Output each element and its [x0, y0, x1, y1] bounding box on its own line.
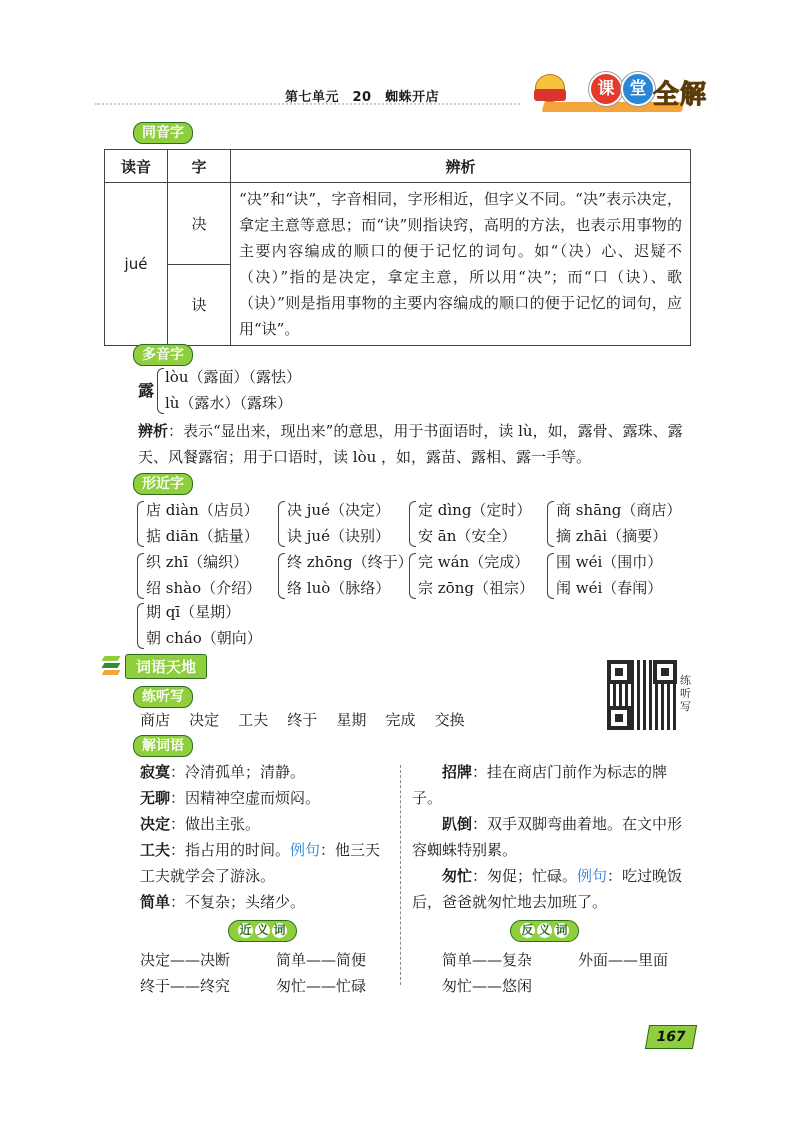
term-def: ：不复杂；头绪少。 — [170, 893, 306, 911]
similar-word: 决 jué（决定） — [287, 501, 390, 519]
synonym-tag — [228, 920, 297, 942]
similar-word: 定 dìng（定时） — [418, 501, 532, 519]
analysis-text: ：表示“显出来，现出来”的意思，用于书面语时，读 lù，如，露骨、露珠、露天、风餐露宿；用于口语时，读 lòu ，如，露苗、露相、露一手等。 — [138, 422, 683, 466]
similar-group — [287, 549, 413, 601]
synonym-item: 简单——简便 — [276, 951, 367, 969]
definition — [140, 785, 390, 811]
similar-word: 店 diàn（店员） — [146, 501, 259, 519]
tag-char: 词 — [273, 923, 286, 937]
logo-text: 全解 — [653, 80, 708, 110]
dictation-words — [140, 707, 465, 733]
logo-char-1: 课 — [589, 72, 623, 106]
similar-group — [146, 497, 259, 549]
similar-word: 闱 wéi（春闱） — [556, 579, 663, 597]
page-number: 167 — [645, 1025, 697, 1049]
polyphone-line-2: lù（露水）（露珠） — [165, 394, 292, 412]
qr-label: 练听写 — [680, 674, 691, 713]
definition — [412, 811, 692, 863]
term-def: ：匆促；忙碌。 — [472, 867, 578, 885]
similar-word: 诀 jué（诀别） — [287, 527, 390, 545]
dictation-word: 交换 — [434, 711, 465, 729]
similar-word: 宗 zōng（祖宗） — [418, 579, 534, 597]
term: 寂寞 — [140, 763, 171, 781]
column-divider — [400, 765, 401, 985]
tag-char: 反 — [521, 923, 534, 937]
dictation-word: 完成 — [385, 711, 416, 729]
similar-group — [418, 549, 534, 601]
bear-mascot-icon — [535, 74, 565, 102]
header-dotted-rule — [95, 103, 520, 105]
definition — [126, 837, 390, 889]
chapter-title: 第七单元 20 蜘蛛开店 — [285, 90, 440, 105]
term-def: ：双手双脚弯曲着地。在文中形容蜘蛛特别累。 — [412, 815, 683, 859]
similar-word: 期 qī（星期） — [146, 603, 241, 621]
definition — [412, 863, 692, 915]
term-def: ：挂在商店门前作为标志的牌子。 — [412, 763, 668, 807]
similar-word: 络 luò（脉络） — [287, 579, 391, 597]
antonym-item: 简单——复杂 — [442, 951, 533, 969]
dictation-word: 终于 — [287, 711, 318, 729]
antonym-tag — [510, 920, 579, 942]
synonym-item: 匆忙——忙碌 — [276, 977, 367, 995]
explain-cell: “决”和“诀”，字音相同，字形相近，但字义不同。“决”表示决定，拿定主意等意思；而“诀”则指诀窍，高明的方法，也表示用事物的主要内容编成的顺口的便于记忆的词句。如“（决）心、迟疑不（决）”指的是决定，拿定主意，所以用“决”；而“口（诀）、歌（诀）”则是指用事物的主要内容编成的顺口的便于记忆的词句，应用“诀”。 — [231, 183, 691, 346]
antonym-item: 匆忙——悠闲 — [442, 977, 533, 995]
logo-char-2: 堂 — [621, 72, 655, 106]
tag-char: 词 — [555, 923, 568, 937]
term: 招牌 — [442, 763, 473, 781]
similar-word: 安 ān（安全） — [418, 527, 517, 545]
polyphone-analysis — [138, 418, 694, 470]
term: 工夫 — [140, 841, 171, 859]
table-header-row — [105, 150, 691, 183]
similar-word: 摘 zhāi（摘要） — [556, 527, 668, 545]
similar-word: 围 wéi（围巾） — [556, 553, 663, 571]
header-reading: 读音 — [105, 150, 168, 183]
definitions-right — [412, 759, 692, 915]
similar-group — [287, 497, 390, 549]
header-explain: 辨析 — [231, 150, 691, 183]
tag-char: 义 — [538, 923, 551, 937]
similar-group — [556, 549, 662, 601]
qr-code-icon[interactable] — [607, 660, 677, 730]
synonym-item: 决定——决断 — [140, 951, 231, 969]
book-logo — [535, 72, 730, 112]
similar-word: 商 shāng（商店） — [556, 501, 682, 519]
similar-word: 终 zhōng（终于） — [287, 553, 413, 571]
vocab-section-title: 词语天地 — [125, 654, 207, 679]
term: 决定 — [140, 815, 171, 833]
example-label: 例句 — [290, 841, 321, 859]
definition — [140, 889, 390, 915]
example-text: ：他三天工夫就学会了游泳。 — [140, 841, 381, 885]
definition — [140, 759, 390, 785]
example-label: 例句 — [577, 867, 608, 885]
tag-char: 义 — [256, 923, 269, 937]
term: 匆忙 — [442, 867, 473, 885]
term-def: ：冷清孤单；清静。 — [170, 763, 306, 781]
polyphone-char: 露 — [138, 381, 155, 400]
similar-group — [556, 497, 681, 549]
similar-word: 掂 diān（掂量） — [146, 527, 259, 545]
tag-char: 近 — [239, 923, 252, 937]
similar-group — [146, 549, 261, 601]
antonym-item: 外面——里面 — [578, 951, 669, 969]
similar-word: 织 zhī（编织） — [146, 553, 249, 571]
dictation-word: 决定 — [189, 711, 220, 729]
explain-words-tag: 解词语 — [133, 735, 193, 757]
synonym-item: 终于——终究 — [140, 977, 231, 995]
similar-group — [146, 599, 262, 651]
definition — [412, 759, 692, 811]
char-cell-2: 诀 — [168, 264, 231, 346]
term-def: ：做出主张。 — [170, 815, 261, 833]
term: 简单 — [140, 893, 171, 911]
section-stripes-icon — [103, 656, 119, 674]
homophone-tag: 同音字 — [133, 122, 193, 144]
dictation-word: 星期 — [336, 711, 367, 729]
reading-cell: jué — [105, 183, 168, 346]
polyphone-tag: 多音字 — [133, 344, 193, 366]
table-row — [105, 183, 691, 265]
similar-group — [418, 497, 531, 549]
similar-word: 完 wán（完成） — [418, 553, 530, 571]
homophone-table — [104, 149, 691, 346]
definitions-left — [140, 759, 390, 915]
term: 趴倒 — [442, 815, 473, 833]
term: 无聊 — [140, 789, 171, 807]
similar-word: 朝 cháo（朝向） — [146, 629, 262, 647]
term-def: ：指占用的时间。 — [170, 841, 291, 859]
similar-tag: 形近字 — [133, 473, 193, 495]
dictation-word: 工夫 — [238, 711, 269, 729]
term-def: ：因精神空虚而烦闷。 — [170, 789, 321, 807]
definition — [140, 811, 390, 837]
analysis-label: 辨析 — [138, 422, 169, 440]
polyphone-brace — [157, 368, 164, 414]
header-char: 字 — [168, 150, 231, 183]
dictation-word: 商店 — [140, 711, 171, 729]
polyphone-line-1: lòu（露面）（露怯） — [165, 368, 301, 386]
example-text: ：吃过晚饭后，爸爸就匆忙地去加班了。 — [412, 867, 683, 911]
char-cell-1: 决 — [168, 183, 231, 265]
similar-word: 绍 shào（介绍） — [146, 579, 262, 597]
dictation-tag: 练听写 — [133, 686, 193, 708]
